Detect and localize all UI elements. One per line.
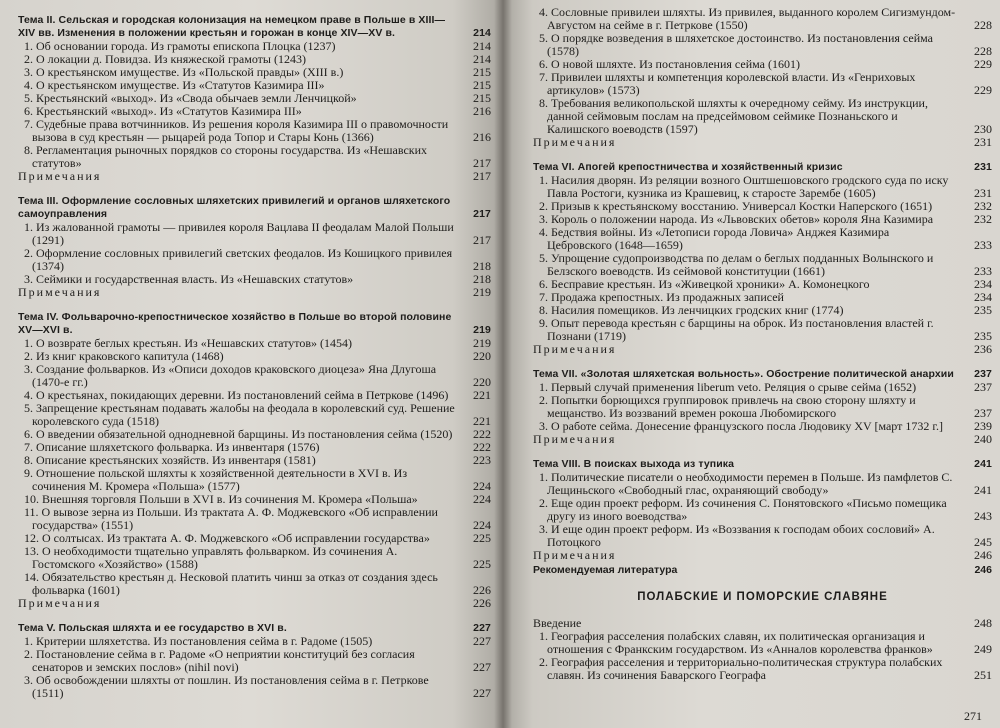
entry-page-number: 225	[473, 557, 491, 571]
entry-page-number: 227	[473, 622, 491, 634]
entry-title: Тема VII. «Золотая шляхетская вольность». Обострение политической анархии	[533, 368, 954, 380]
entry-title: 11. О вывозе зерна из Польши. Из трактата А. Ф. Моджевского «Об исправлении государства» (1551)	[24, 505, 438, 532]
entry-title: 14. Обязательство крестьян д. Несковой платить чинш за отказ от создания здесь фольварка (1601)	[24, 570, 438, 597]
entry-title: 12. О солтысах. Из трактата А. Ф. Моджевского «Об исправлении государства»	[24, 531, 430, 545]
entry-title: Примечания	[533, 432, 617, 446]
entry-page-number: 217	[473, 208, 491, 220]
entry-title: 2. География расселения и территориально-политическая структура полабских славян. Из сочинения Баварского Географа	[539, 655, 943, 682]
entry-title: Тема V. Польская шляхта и ее государство в XVI в.	[18, 622, 287, 634]
entry-page-number: 219	[473, 324, 491, 336]
entry-title: Введение	[533, 616, 582, 630]
toc-notes-entry[interactable]	[18, 286, 491, 299]
entry-title: 3. Об освобождении шляхты от пошлин. Из постановления сейма в г. Петркове (1511)	[24, 673, 429, 700]
entry-page-number: 227	[473, 660, 491, 674]
toc-item-entry[interactable]	[533, 630, 992, 656]
toc-item-entry[interactable]	[533, 523, 992, 549]
toc-item-entry[interactable]	[533, 174, 992, 200]
entry-page-number: 232	[974, 199, 992, 213]
entry-title: 7. Продажа крепостных. Из продажных записей	[539, 290, 784, 304]
entry-page-number: 221	[473, 388, 491, 402]
toc-item-entry[interactable]	[533, 317, 992, 343]
toc-item-entry[interactable]	[18, 118, 491, 144]
entry-page-number: 235	[974, 303, 992, 317]
entry-page-number: 224	[473, 479, 491, 493]
right-page	[503, 0, 1000, 728]
entry-page-number: 248	[974, 616, 992, 630]
entry-page-number: 217	[473, 169, 491, 183]
entry-page-number: 231	[974, 161, 992, 173]
entry-title: 3. О крестьянском имуществе. Из «Польской правды» (XIII в.)	[24, 65, 344, 79]
entry-page-number: 237	[974, 368, 992, 380]
toc-notes-entry[interactable]	[533, 343, 992, 356]
entry-page-number: 233	[974, 238, 992, 252]
entry-page-number: 251	[974, 668, 992, 682]
entry-title: 8. Регламентация рыночных порядков со стороны государства. Из «Нешавских статутов»	[24, 143, 428, 170]
toc-item-entry[interactable]	[18, 467, 491, 493]
toc-theme-entry[interactable]	[18, 14, 491, 40]
entry-page-number: 249	[974, 642, 992, 656]
entry-page-number: 220	[473, 349, 491, 363]
entry-title: Примечания	[533, 135, 617, 149]
entry-page-number: 246	[974, 548, 992, 562]
toc-right	[533, 6, 992, 682]
toc-item-entry[interactable]	[533, 97, 992, 136]
entry-title: Примечания	[18, 285, 102, 299]
entry-page-number: 222	[473, 427, 491, 441]
toc-item-entry[interactable]	[533, 394, 992, 420]
entry-title: 2. Еще один проект реформ. Из сочинения С. Понятовского «Письмо помещика другу из иного воеводства»	[539, 496, 947, 523]
entry-page-number: 237	[974, 380, 992, 394]
entry-page-number: 235	[974, 329, 992, 343]
entry-page-number: 216	[473, 130, 491, 144]
entry-title: 1. Первый случай применения liberum veto. Реляция о срыве сейма (1652)	[539, 380, 917, 394]
entry-title: 2. Постановление сейма в г. Радоме «О неприятии конституций без согласия сенаторов и земских послов» (nihil novi)	[24, 647, 415, 674]
entry-title: 10. Внешняя торговля Польши в XVI в. Из сочинения М. Кромера «Польша»	[24, 492, 418, 506]
entry-page-number: 215	[473, 78, 491, 92]
entry-title: 1. Насилия дворян. Из реляции возного Оштшешовского гродского суда по иску Павла Ростоги, кузника из Крашевиц, к старосте Зарембе (1605)	[539, 173, 949, 200]
entry-page-number: 243	[974, 509, 992, 523]
toc-item-entry[interactable]	[533, 252, 992, 278]
toc-item-entry[interactable]	[533, 497, 992, 523]
entry-title: Тема III. Оформление сословных шляхетских привилегий и органов шляхетского самоуправления	[18, 195, 451, 220]
entry-title: 13. О необходимости тщательно управлять фольварком. Из сочинения А. Гостомского «Хозяйство» (1588)	[24, 544, 398, 571]
entry-title: 6. О новой шляхте. Из постановления сейма (1601)	[539, 57, 800, 71]
entry-page-number: 241	[974, 483, 992, 497]
entry-title: Тема IV. Фольварочно-крепостническое хозяйство в Польше во второй половине XV—XVI в.	[18, 311, 452, 336]
entry-title: 6. Бесправие крестьян. Из «Живецкой хроники» А. Комонецкого	[539, 277, 870, 291]
toc-notes-entry[interactable]	[533, 136, 992, 149]
entry-title: 1. География расселения полабских славян, их политическая организация и отношения с Франкским государством. Из «Анналов королевства франков»	[539, 629, 933, 656]
entry-page-number: 228	[974, 44, 992, 58]
toc-notes-entry[interactable]	[18, 597, 491, 610]
entry-page-number: 218	[473, 259, 491, 273]
entry-title: Примечания	[533, 548, 617, 562]
toc-item-entry[interactable]	[533, 656, 992, 682]
entry-title: 1. Об основании города. Из грамоты епископа Плоцка (1237)	[24, 39, 336, 53]
entry-title: 4. Бедствия войны. Из «Летописи города Ловича» Анджея Казимира Цебровского (1648—1659)	[539, 225, 890, 252]
entry-title: 9. Опыт перевода крестьян с барщины на оброк. Из постановления властей г. Познани (1719)	[539, 316, 934, 343]
entry-title: 7. Привилеи шляхты и компетенция королевской власти. Из «Генриховых артикулов» (1573)	[539, 70, 916, 97]
toc-item-entry[interactable]	[18, 363, 491, 389]
entry-title: 2. Оформление сословных привилегий светских феодалов. Из Кошицкого привилея (1374)	[24, 246, 453, 273]
entry-page-number: 214	[473, 52, 491, 66]
entry-title: 1. Критерии шляхетства. Из постановления сейма в г. Радоме (1505)	[24, 634, 373, 648]
entry-page-number: 217	[473, 233, 491, 247]
entry-page-number: 229	[974, 83, 992, 97]
entry-title: Примечания	[533, 342, 617, 356]
entry-title: 7. Судебные права вотчинников. Из решения короля Казимира III о правомочности вызова в суд крестьян — рыцарей рода Топор и Стары Конь (1366)	[24, 117, 449, 144]
entry-title: 6. О введении обязательной однодневной барщины. Из постановления сейма (1520)	[24, 427, 453, 441]
entry-title: 4. О крестьянском имуществе. Из «Статутов Казимира III»	[24, 78, 325, 92]
entry-page-number: 215	[473, 65, 491, 79]
entry-title: 2. Из книг краковского капитула (1468)	[24, 349, 224, 363]
entry-title: 4. О крестьянах, покидающих деревни. Из постановлений сейма в Петркове (1496)	[24, 388, 449, 402]
toc-item-entry[interactable]	[18, 506, 491, 532]
toc-item-entry[interactable]	[18, 648, 491, 674]
entry-page-number: 231	[974, 135, 992, 149]
entry-page-number: 236	[974, 342, 992, 356]
book-gutter	[494, 0, 512, 728]
entry-page-number: 229	[974, 57, 992, 71]
toc-theme-entry[interactable]	[18, 195, 491, 221]
entry-page-number: 224	[473, 518, 491, 532]
toc-notes-entry[interactable]	[533, 549, 992, 562]
entry-title: 7. Описание шляхетского фольварка. Из инвентаря (1576)	[24, 440, 320, 454]
section-heading: ПОЛАБСКИЕ И ПОМОРСКИЕ СЛАВЯНЕ	[637, 591, 888, 603]
entry-title: 2. Попытки борющихся группировок привлечь на свою сторону шляхту и мещанство. Из воззваний времен рокоша Любомирского	[539, 393, 916, 420]
entry-title: 3. Король о положении народа. Из «Львовских обетов» короля Яна Казимира	[539, 212, 934, 226]
toc-item-entry[interactable]	[18, 221, 491, 247]
entry-page-number: 228	[974, 18, 992, 32]
entry-page-number: 215	[473, 91, 491, 105]
entry-page-number: 217	[473, 156, 491, 170]
toc-notes-entry[interactable]	[533, 433, 992, 446]
entry-page-number: 232	[974, 212, 992, 226]
entry-page-number: 227	[473, 686, 491, 700]
entry-title: 3. Создание фольварков. Из «Описи доходов краковского диоцеза» Яна Длугоша (1470-е гг.)	[24, 362, 437, 389]
toc-notes-entry[interactable]	[18, 170, 491, 183]
entry-title: Рекомендуемая литература	[533, 564, 678, 576]
entry-title: 5. О порядке возведения в шляхетское достоинство. Из постановления сейма (1578)	[539, 31, 933, 58]
entry-page-number: 224	[473, 492, 491, 506]
entry-title: 8. Требования великопольской шляхты к очередному сейму. Из инструкции, данной сеймовым послам на предсеймовом сеймике Познаньского и Калишского воеводств (1597)	[539, 96, 928, 136]
entry-page-number: 227	[473, 634, 491, 648]
entry-title: 9. Отношение польской шляхты к хозяйственной деятельности в XVI в. Из сочинения М. Кромера «Польша» (1577)	[24, 466, 408, 493]
toc-item-entry[interactable]	[533, 471, 992, 497]
entry-page-number: 219	[473, 285, 491, 299]
toc-item-entry[interactable]	[18, 402, 491, 428]
entry-page-number: 246	[974, 564, 992, 576]
entry-title: 8. Описание крестьянских хозяйств. Из инвентаря (1581)	[24, 453, 316, 467]
entry-title: 3. О работе сейма. Донесение французского посла Людовику XV [март 1732 г.]	[539, 419, 943, 433]
entry-title: Тема VI. Апогей крепостничества и хозяйственный кризис	[533, 161, 843, 173]
entry-title: 6. Крестьянский «выход». Из «Статутов Казимира III»	[24, 104, 302, 118]
entry-page-number: 214	[473, 39, 491, 53]
entry-title: 4. Сословные привилеи шляхты. Из привилея, выданного королем Сигизмундом-Августом на сейме в г. Петркове (1550)	[539, 5, 956, 32]
entry-page-number: 221	[473, 414, 491, 428]
entry-title: Примечания	[18, 596, 102, 610]
toc-item-entry[interactable]	[18, 247, 491, 273]
entry-page-number: 245	[974, 535, 992, 549]
entry-title: 5. Запрещение крестьянам подавать жалобы на феодала в королевский суд. Решение королевского суда (1518)	[24, 401, 455, 428]
entry-page-number: 220	[473, 375, 491, 389]
entry-page-number: 223	[473, 453, 491, 467]
toc-item-entry[interactable]	[533, 71, 992, 97]
page-number: 271	[964, 709, 982, 723]
toc-item-entry[interactable]	[18, 545, 491, 571]
toc-theme-entry[interactable]	[18, 311, 491, 337]
entry-page-number: 234	[974, 277, 992, 291]
entry-page-number: 219	[473, 336, 491, 350]
entry-title: 8. Насилия помещиков. Из ленчицких гродских книг (1774)	[539, 303, 844, 317]
entry-page-number: 234	[974, 290, 992, 304]
entry-title: 1. Из жалованной грамоты — привилея короля Вацлава II феодалам Малой Польши (1291)	[24, 220, 454, 247]
entry-page-number: 241	[974, 458, 992, 470]
entry-page-number: 239	[974, 419, 992, 433]
entry-page-number: 237	[974, 406, 992, 420]
entry-title: 3. Сеймики и государственная власть. Из «Нешавских статутов»	[24, 272, 354, 286]
entry-page-number: 233	[974, 264, 992, 278]
entry-title: 3. И еще один проект реформ. Из «Воззвания к господам обоих сословий» А. Потоцкого	[539, 522, 935, 549]
entry-title: 2. О локации д. Повидза. Из княжеской грамоты (1243)	[24, 52, 306, 66]
entry-page-number: 214	[473, 27, 491, 39]
entry-page-number: 225	[473, 531, 491, 545]
toc-item-entry[interactable]	[533, 6, 992, 32]
toc-item-entry[interactable]	[533, 32, 992, 58]
entry-page-number: 226	[473, 583, 491, 597]
entry-title: Тема VIII. В поисках выхода из тупика	[533, 458, 735, 470]
entry-title: 2. Призыв к крестьянскому восстанию. Универсал Костки Наперского (1651)	[539, 199, 933, 213]
entry-title: 1. Политические писатели о необходимости перемен в Польше. Из памфлетов С. Лещиньского «Свободный глас, охраняющий свободу»	[539, 470, 953, 497]
toc-item-entry[interactable]	[18, 571, 491, 597]
entry-page-number: 222	[473, 440, 491, 454]
entry-title: Примечания	[18, 169, 102, 183]
toc-rec-entry[interactable]	[533, 564, 992, 577]
entry-page-number: 226	[473, 596, 491, 610]
entry-page-number: 218	[473, 272, 491, 286]
entry-page-number: 231	[974, 186, 992, 200]
toc-item-entry[interactable]	[18, 674, 491, 700]
entry-page-number: 216	[473, 104, 491, 118]
entry-title: Тема II. Сельская и городская колонизация на немецком праве в Польше в XIII—XIV вв. Изменения в положении крестьян и горожан в конце XIV—XV в.	[18, 14, 446, 39]
entry-title: 5. Крестьянский «выход». Из «Свода обычаев земли Ленчицкой»	[24, 91, 357, 105]
entry-page-number: 240	[974, 432, 992, 446]
entry-page-number: 230	[974, 122, 992, 136]
entry-title: 5. Упрощение судопроизводства по делам о беглых подданных Волынского и Белзского воеводств. Из сеймовой конституции (1661)	[539, 251, 934, 278]
toc-item-entry[interactable]	[533, 226, 992, 252]
toc-left	[18, 14, 491, 700]
toc-item-entry[interactable]	[18, 144, 491, 170]
entry-title: 1. О возврате беглых крестьян. Из «Нешавских статутов» (1454)	[24, 336, 353, 350]
